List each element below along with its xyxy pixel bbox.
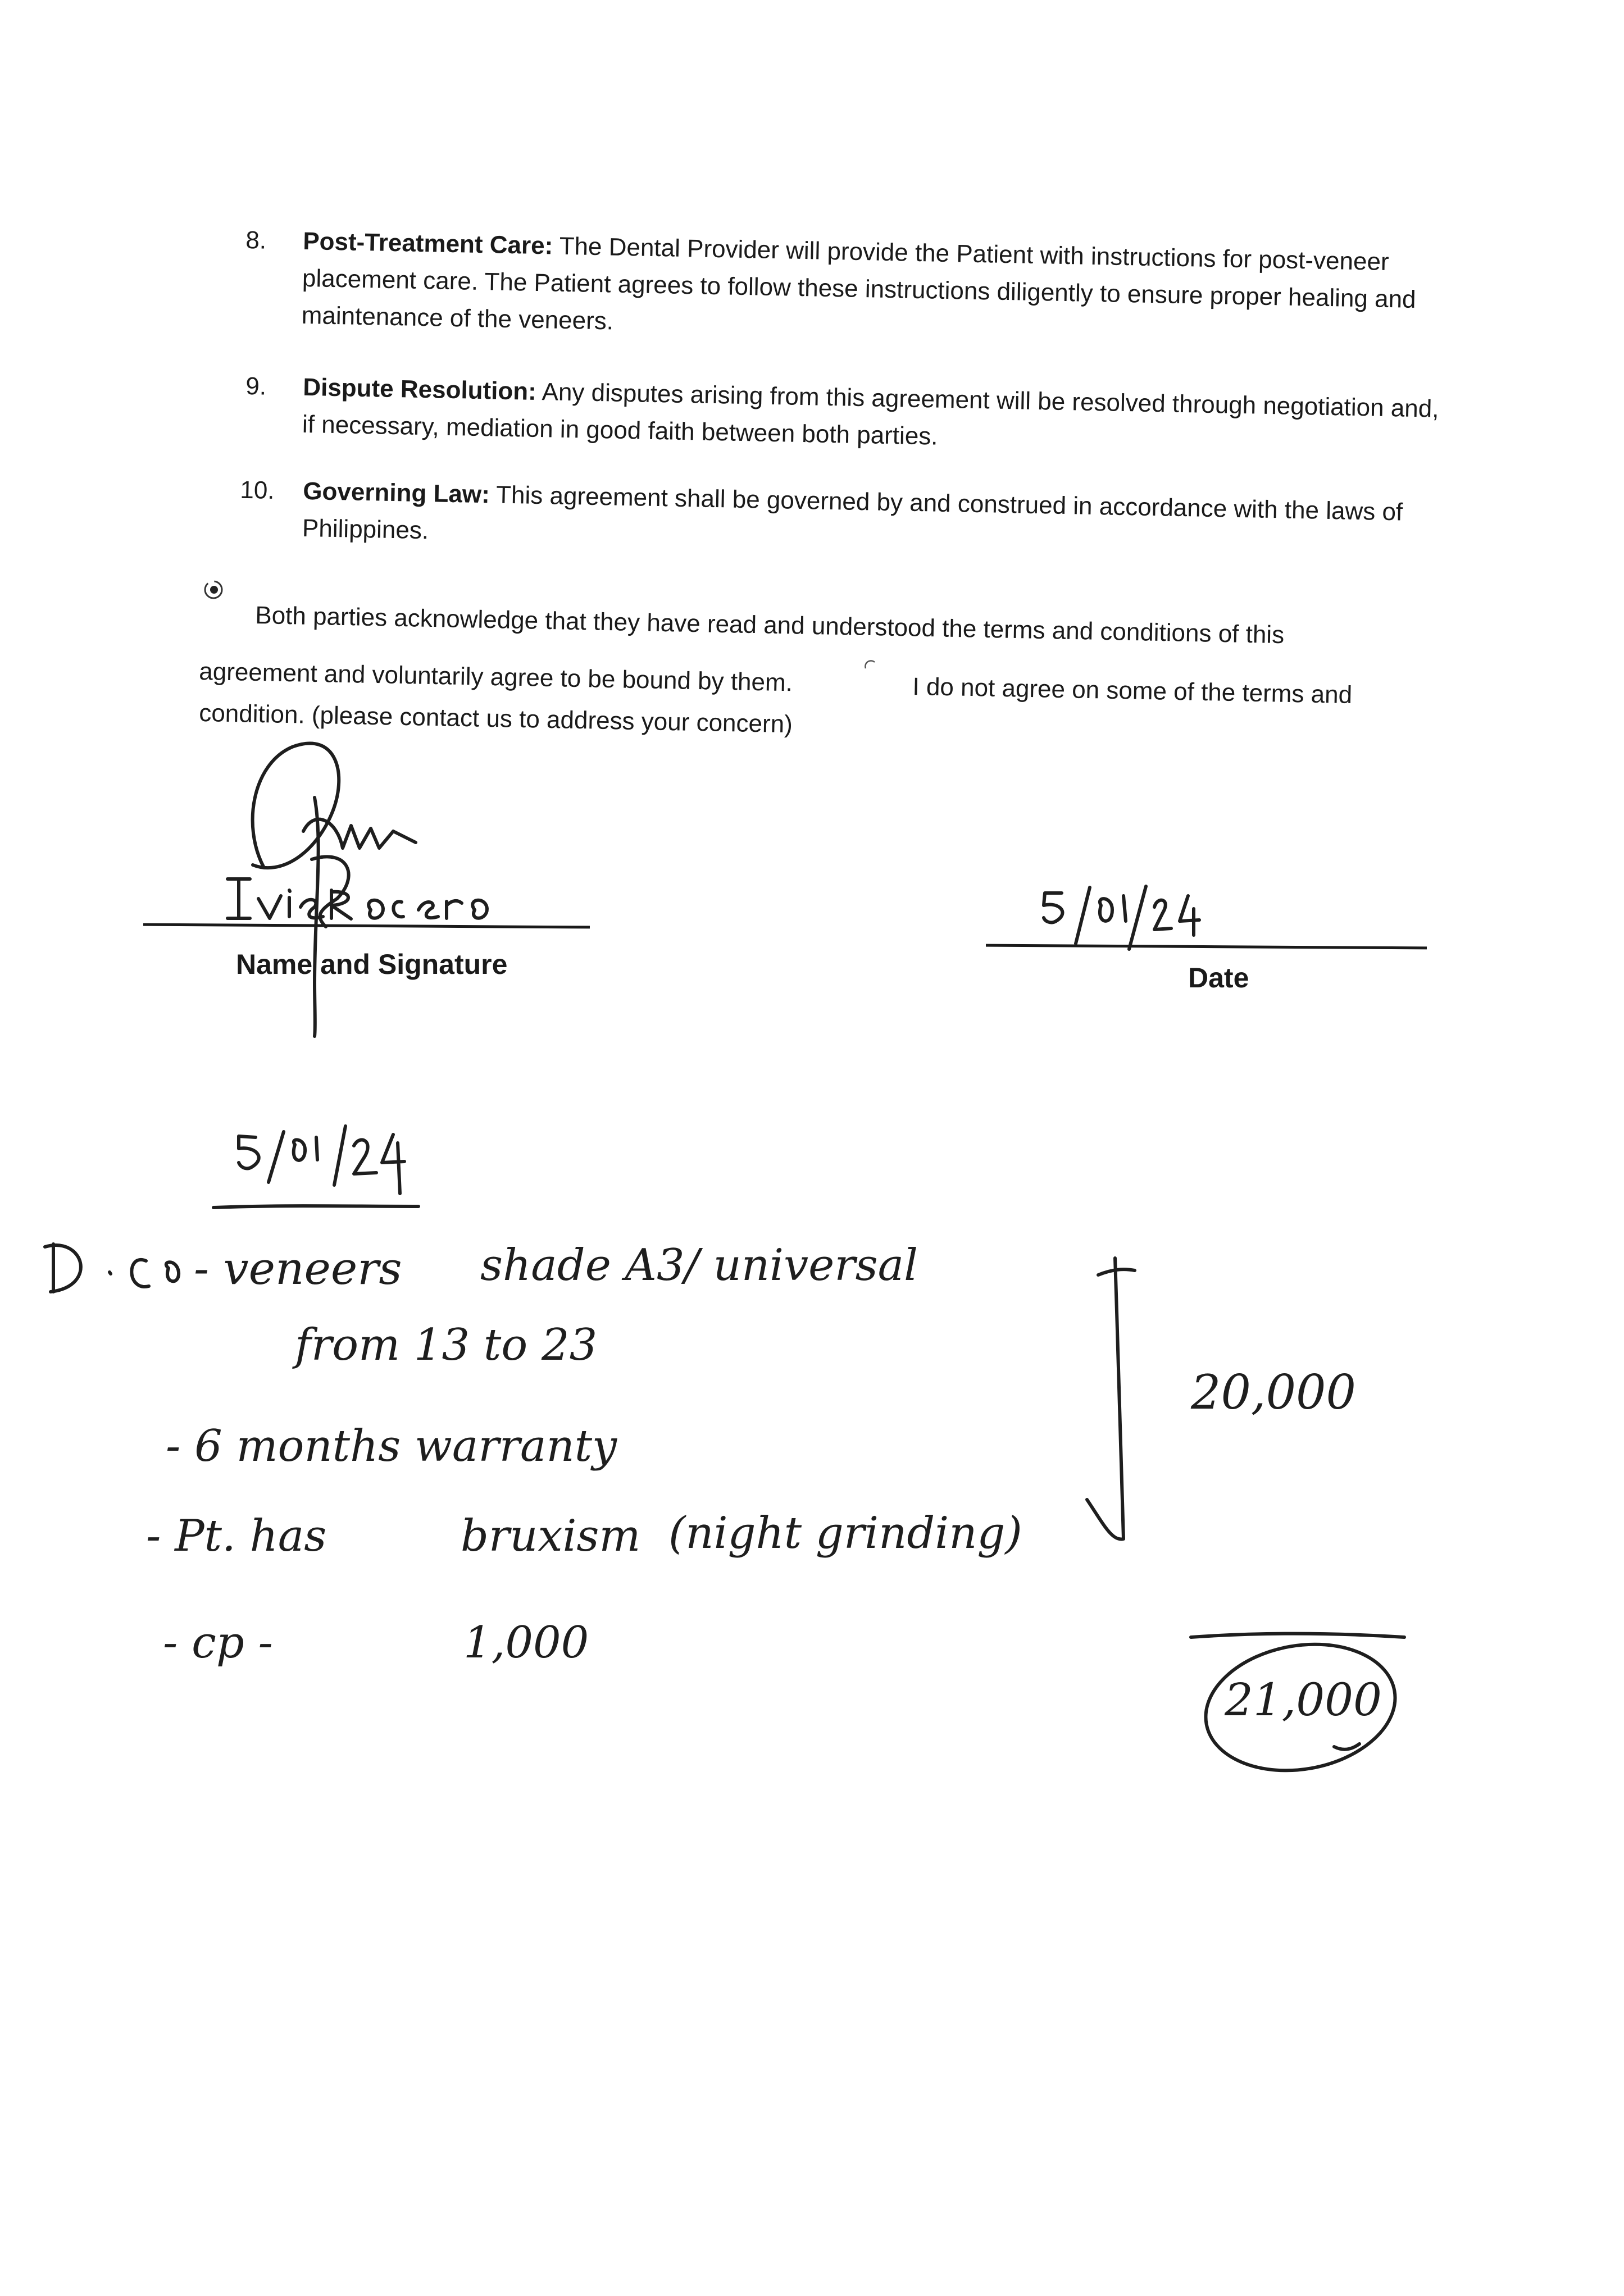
notes-date-strokes (213, 1126, 418, 1208)
total-bracket (1087, 1258, 1135, 1539)
signed-date-strokes (1044, 886, 1199, 949)
agree-text-line2: agreement and voluntarily agree to be bound by them. (198, 657, 793, 697)
clause-number: 9. (245, 372, 267, 400)
disagree-text: I do not agree on some of the terms and (912, 673, 1353, 709)
clause-number: 8. (245, 226, 267, 254)
note-total-crossed: 20,000 (1191, 1365, 1356, 1420)
clause-text: The Dental Provider will provide the Patient with instructions for post-veneer placement care. The Patient agrees to follow these instructions diligently to ensure proper healing and maintenance of the veneers. (301, 232, 1417, 335)
note-cp: - cp - (163, 1618, 273, 1668)
agree-text-line1: Both parties acknowledge that they have read and understood the terms and conditions of this (254, 601, 1285, 649)
note-warranty: - 6 months warranty (166, 1421, 617, 1472)
note-veneers: - veneers (194, 1242, 402, 1295)
clause-term: Dispute Resolution: (302, 373, 537, 406)
note-cp-amount: 1,000 (463, 1618, 589, 1668)
note-bruxism: bruxism (461, 1511, 641, 1561)
clause-text: Any disputes arising from this agreement will be resolved through negotiation and, if necessary, mediation in good faith between both parties. (302, 377, 1439, 450)
clause-term: Post-Treatment Care: (302, 227, 553, 260)
note-teeth-range: from 13 to 23 (295, 1320, 598, 1370)
note-patient: - Pt. has (146, 1511, 327, 1561)
clause-text: This agreement shall be governed by and construed in accordance with the laws of Philippines. (302, 481, 1403, 545)
note-total-final: 21,000 (1225, 1674, 1382, 1726)
note-shade: shade A3/ universal (480, 1240, 918, 1291)
signature-scribble (253, 744, 416, 1036)
signed-name-strokes (228, 879, 487, 919)
clause-number: 10. (239, 476, 275, 504)
disagree-text-line2: condition. (please contact us to address your concern) (198, 699, 793, 739)
date-label: Date (1188, 962, 1249, 994)
clause-term: Governing Law: (302, 477, 490, 509)
name-signature-label: Name and Signature (236, 949, 508, 980)
notes-marker-strokes (45, 1244, 179, 1292)
note-night-grinding: (night grinding) (668, 1508, 1022, 1559)
